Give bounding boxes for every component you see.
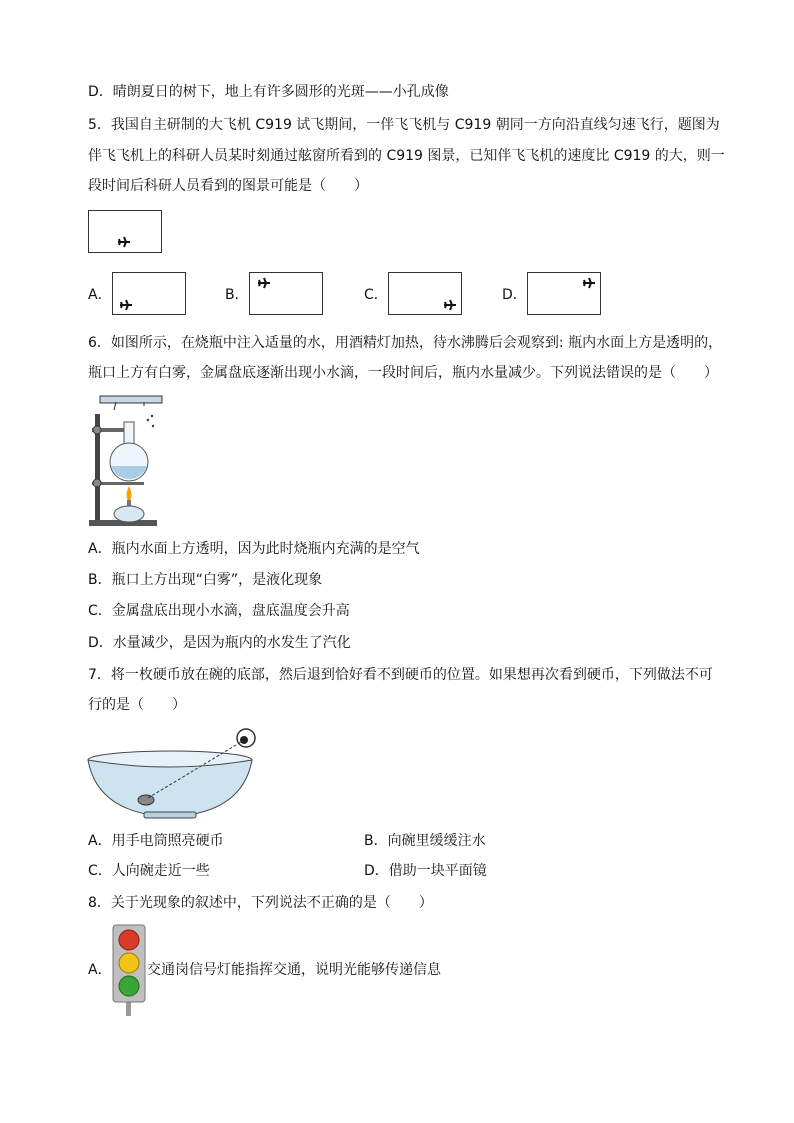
q7-stem-line1: 7．将一枚硬币放在碗的底部，然后退到恰好看不到硬币的位置。如果想再次看到硬币，下列做法不可: [88, 667, 713, 683]
airplane-icon: [119, 299, 133, 311]
q5-option-a-label: A．: [88, 287, 112, 303]
q5-reference-window: [88, 210, 162, 253]
q5-option-c-label: C．: [364, 287, 388, 303]
q5-option-d-label: D．: [502, 287, 527, 303]
q5-option-c-window[interactable]: [388, 272, 462, 315]
q4-option-d: D．晴朗夏日的树下，地上有许多圆形的光斑——小孔成像: [88, 84, 449, 100]
airplane-icon: [257, 277, 271, 289]
q8-option-a-label: A．: [88, 962, 112, 978]
airplane-icon: [117, 236, 131, 248]
q6-stem-line1: 6．如图所示，在烧瓶中注入适量的水，用酒精灯加热，待水沸腾后会观察到: 瓶内水面上方是透明的，: [88, 335, 723, 351]
airplane-icon: [582, 277, 596, 289]
q6-option-a: A．瓶内水面上方透明，因为此时烧瓶内充满的是空气: [88, 541, 420, 557]
q8-stem-line1: 8．关于光现象的叙述中，下列说法不正确的是（ ）: [88, 895, 433, 911]
q7-option-c: C．人向碗走近一些: [88, 863, 210, 879]
q5-stem-line3: 段时间后科研人员看到的图景可能是（ ）: [88, 178, 368, 194]
q6-option-d: D．水量减少，是因为瓶内的水发生了汽化: [88, 635, 351, 651]
q6-option-b: B．瓶口上方出现“白雾”，是液化现象: [88, 572, 323, 588]
traffic-light-illustration: [110, 924, 148, 1016]
q6-stem-line2: 瓶口上方有白雾，金属盘底逐渐出现小水滴，一段时间后，瓶内水量减少。下列说法错误的是（ ）: [88, 365, 718, 381]
q5-option-a-window[interactable]: [112, 272, 186, 315]
q7-option-a: A．用手电筒照亮硬币: [88, 833, 224, 849]
q8-option-a-text: 交通岗信号灯能指挥交通，说明光能够传递信息: [147, 962, 441, 978]
bowl-and-coin-illustration: [86, 724, 266, 824]
airplane-icon: [443, 299, 457, 311]
q6-option-c: C．金属盘底出现小水滴，盘底温度会升高: [88, 603, 350, 619]
red-light-icon: [119, 930, 139, 950]
q5-stem-line1: 5．我国自主研制的大飞机 C919 试飞期间，一伴飞飞机与 C919 朝同一方向沿直线匀速飞行，题图为: [88, 117, 720, 133]
q5-option-d-window[interactable]: [527, 272, 601, 315]
q5-option-b-window[interactable]: [249, 272, 323, 315]
q7-option-d: D．借助一块平面镜: [364, 863, 487, 879]
green-light-icon: [119, 976, 139, 996]
yellow-light-icon: [119, 953, 139, 973]
q7-option-b: B．向碗里缓缓注水: [364, 833, 486, 849]
q7-stem-line2: 行的是（ ）: [88, 697, 186, 713]
boiling-flask-apparatus-illustration: [86, 392, 166, 530]
q5-stem-line2: 伴飞飞机上的科研人员某时刻通过舷窗所看到的 C919 图景，已知伴飞飞机的速度比 C919 的大，则一: [88, 148, 725, 164]
q5-option-b-label: B．: [225, 287, 249, 303]
